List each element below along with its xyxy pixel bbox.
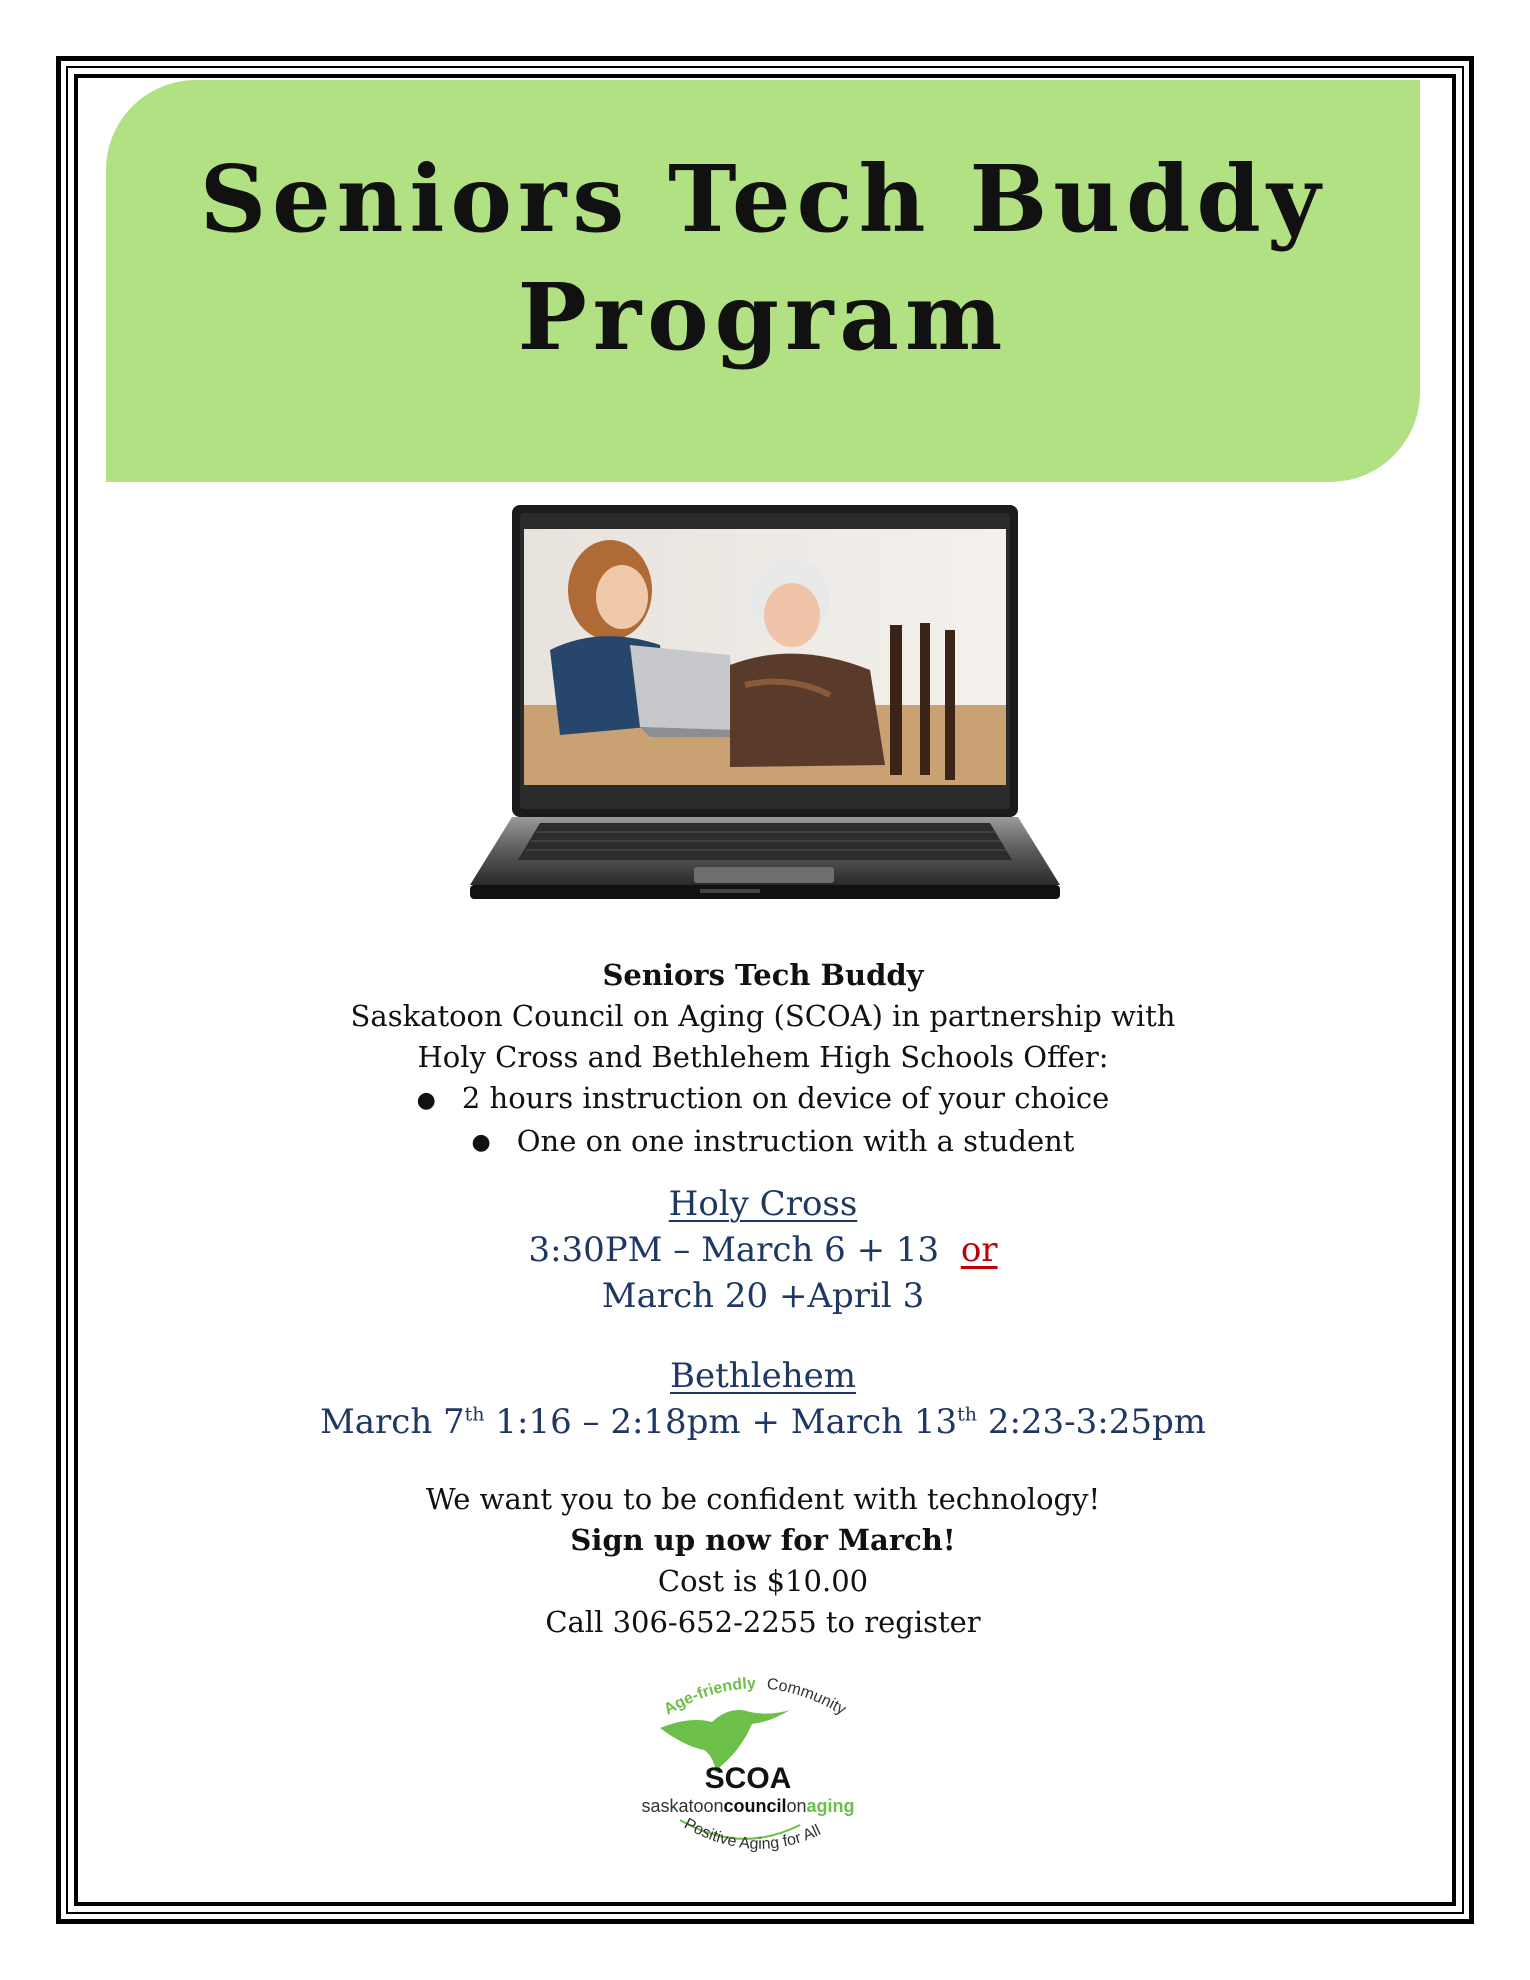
page-title bbox=[106, 140, 1420, 376]
bethlehem-heading: Bethlehem bbox=[670, 1356, 856, 1396]
flyer-body bbox=[106, 955, 1420, 1643]
logo-abbr: SCOA bbox=[704, 1762, 792, 1795]
logo-arc-top: Age-friendly Community bbox=[661, 1675, 849, 1719]
bullet-icon: ● bbox=[471, 1130, 491, 1155]
title-line-1: Seniors Tech Buddy bbox=[199, 145, 1327, 253]
intro-line-2: Holy Cross and Bethlehem High Schools Offer: bbox=[417, 1040, 1109, 1074]
holy-cross-dates-2: March 20 +April 3 bbox=[601, 1276, 925, 1316]
title-line-2: Program bbox=[517, 263, 1009, 371]
call-to-action bbox=[106, 1479, 1420, 1643]
cost-line: Cost is $10.00 bbox=[657, 1564, 869, 1598]
laptop-photo bbox=[400, 505, 1130, 915]
bethlehem-dates: March 7th 1:16 – 2:18pm + March 13th 2:23-3:25pm bbox=[319, 1402, 1207, 1442]
logo-name: saskatooncouncilonaging bbox=[641, 1796, 855, 1816]
holy-cross-heading: Holy Cross bbox=[668, 1184, 858, 1224]
bird-icon bbox=[660, 1710, 790, 1770]
bethlehem-schedule bbox=[106, 1353, 1420, 1445]
or-word: or bbox=[960, 1230, 998, 1270]
intro-line-1: Saskatoon Council on Aging (SCOA) in partnership with bbox=[350, 999, 1176, 1033]
scoa-logo bbox=[620, 1660, 910, 1890]
holy-cross-schedule bbox=[106, 1181, 1420, 1319]
bullet-icon: ● bbox=[416, 1087, 436, 1113]
offer-list bbox=[106, 1078, 1420, 1163]
cta-line-2: Sign up now for March! bbox=[570, 1523, 956, 1557]
list-item: ● One on one instruction with a student bbox=[106, 1121, 1420, 1164]
phone-line: Call 306-652-2255 to register bbox=[545, 1605, 981, 1639]
holy-cross-dates-1: 3:30PM – March 6 + 13 bbox=[528, 1230, 940, 1270]
cta-line-1: We want you to be confident with technology! bbox=[425, 1482, 1101, 1516]
logo-arc-bottom: Positive Aging for All bbox=[681, 1815, 824, 1853]
list-item: ● 2 hours instruction on device of your choice bbox=[106, 1078, 1420, 1121]
intro-heading: Seniors Tech Buddy bbox=[602, 958, 924, 992]
